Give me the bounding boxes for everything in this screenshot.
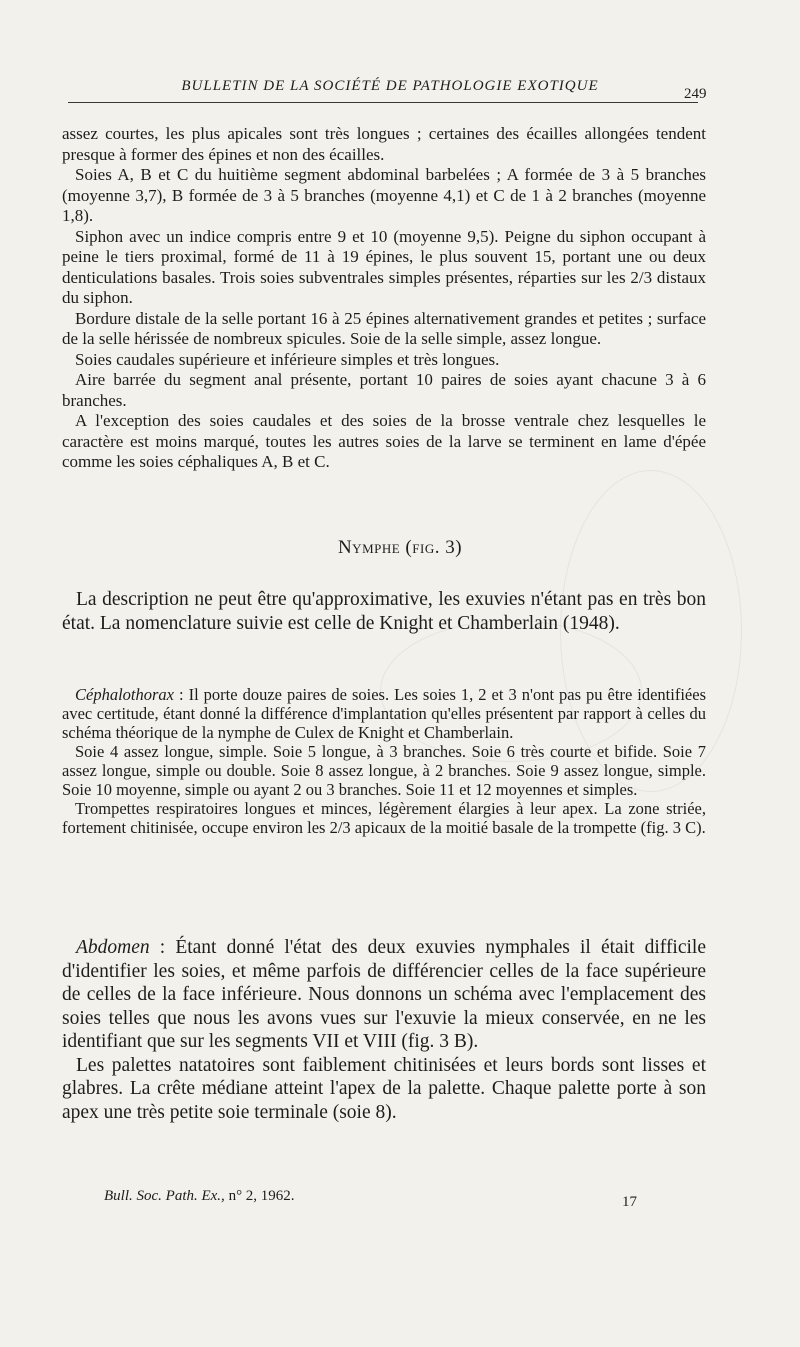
cephalothorax-paragraph: Trompettes respiratoires longues et minces, légèrement élargies à leur apex. La zone striée, fortement chitinisée, occupe environ les 2/3 apicaux de la moitié basale de la trompette (fig. 3 C). — [62, 799, 706, 837]
citation-journal: Bull. Soc. Path. Ex., — [104, 1188, 225, 1204]
footer-citation — [104, 1188, 295, 1205]
nymph-intro-paragraph: La description ne peut être qu'approximative, les exuvies n'étant pas en très bon état. La nomenclature suivie est celle de Knight et Chamberlain (1948). — [62, 589, 706, 634]
cephalothorax-paragraph — [62, 685, 706, 742]
larva-paragraph: Siphon avec un indice compris entre 9 et 10 (moyenne 9,5). Peigne du siphon occupant à peine le tiers proximal, formé de 11 à 19 épines, le plus souvent 15, portant une ou deux denticulations basales. Trois soies subventrales simples présentes, réparties sur les 2/3 distaux du siphon. — [62, 226, 706, 307]
larva-paragraph: Soies caudales supérieure et inférieure simples et très longues. — [75, 349, 500, 369]
running-head: BULLETIN DE LA SOCIÉTÉ DE PATHOLOGIE EXOTIQUE — [181, 78, 599, 94]
cephalothorax-text: : Il porte douze paires de soies. Les soies 1, 2 et 3 n'ont pas pu être identifiées avec certitude, étant donné la différence d'implantation qu'elles présentent par rapport à celles du schéma théorique de la nymphe de Culex de Knight et Chamberlain. — [62, 685, 706, 742]
citation-issue: n° 2, 1962. — [228, 1188, 295, 1204]
cephalothorax-section — [62, 685, 706, 837]
abdomen-label: Abdomen — [76, 937, 150, 958]
larva-description — [62, 124, 706, 473]
larva-paragraph: assez courtes, les plus apicales sont très longues ; certaines des écailles allongées tendent presque à former des épines et non des écailles. — [62, 124, 706, 164]
abdomen-text: : Étant donné l'état des deux exuvies nymphales il était difficile d'identifier les soies, et même parfois de différencier celles de la face supérieure de celles de la face inférieure. Nous donnons un schéma avec l'emplacement des soies telles que nous les avons vues sur l'exuvie la mieux conservée, en ne les identifiant que sur les segments VII et VIII (fig. 3 B). — [62, 937, 706, 1052]
abdomen-paragraph: Les palettes natatoires sont faiblement chitinisées et leurs bords sont lisses et glabres. La crête médiane atteint l'apex de la palette. Chaque palette porte à son apex une très petite soie terminale (soie 8). — [62, 1054, 706, 1123]
larva-paragraph: Bordure distale de la selle portant 16 à 25 épines alternativement grandes et petites ; surface de la selle hérissée de nombreux spicules. Soie de la selle simple, assez longue. — [62, 308, 706, 348]
cephalothorax-label: Céphalothorax — [75, 685, 174, 704]
page-number: 249 — [684, 86, 707, 102]
signature-number: 17 — [622, 1194, 637, 1210]
larva-paragraph: Aire barrée du segment anal présente, portant 10 paires de soies ayant chacune 3 à 6 branches. — [62, 370, 706, 410]
cephalothorax-paragraph: Soie 4 assez longue, simple. Soie 5 longue, à 3 branches. Soie 6 très courte et bifide. Soie 7 assez longue, simple ou double. Soie 8 assez longue, à 2 branches. Soie 9 assez longue, simple. Soie 10 moyenne, simple ou ayant 2 ou 3 branches. Soie 11 et 12 moyennes et simples. — [62, 742, 706, 799]
abdomen-section — [62, 936, 706, 1124]
larva-paragraph: A l'exception des soies caudales et des soies de la brosse ventrale chez lesquelles le caractère est moins marqué, toutes les autres soies de la larve se terminent en lame d'épée comme les soies céphaliques A, B et C. — [62, 411, 706, 471]
section-heading-nymphe: Nymphe (fig. 3) — [337, 537, 463, 558]
header-rule — [68, 102, 698, 103]
abdomen-paragraph — [62, 936, 706, 1054]
nymph-intro — [62, 588, 706, 635]
larva-paragraph: Soies A, B et C du huitième segment abdominal barbelées ; A formée de 3 à 5 branches (moyenne 3,7), B formée de 3 à 5 branches (moyenne 4,1) et C de 1 à 2 branches (moyenne 1,8). — [62, 165, 706, 225]
